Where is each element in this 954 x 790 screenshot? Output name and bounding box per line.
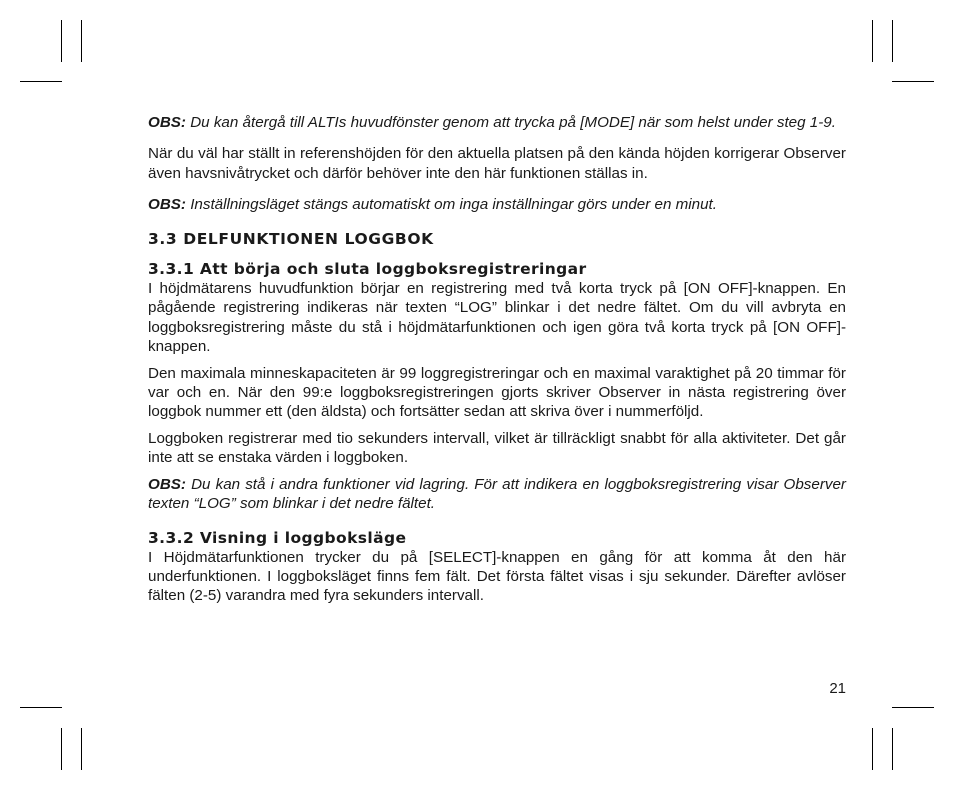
subsection-heading: 3.3.2 Visning i loggboksläge bbox=[148, 528, 407, 547]
obs-text: Du kan återgå till ALTIs huvudfönster genom att trycka på [MODE] när som helst under steg 1-9. bbox=[185, 114, 836, 131]
crop-mark bbox=[872, 728, 873, 770]
obs-text: Inställningsläget stängs automatiskt om inga inställningar görs under en minut. bbox=[185, 196, 717, 214]
paragraph: När du väl har ställt in referenshöjden för den aktuella platsen på den kända höjden korrigerar Observer även havsnivåtrycket och därför behöver inte den här funktionen ställas in. bbox=[148, 145, 846, 182]
crop-mark bbox=[892, 81, 934, 82]
crop-mark bbox=[81, 20, 82, 62]
crop-mark bbox=[892, 20, 893, 62]
crop-mark bbox=[20, 81, 62, 82]
crop-mark bbox=[892, 728, 893, 770]
section-heading: 3.3 DELFUNKTIONEN LOGGBOK bbox=[148, 229, 434, 248]
obs-note bbox=[148, 475, 846, 514]
obs-label: OBS: bbox=[148, 475, 186, 493]
obs-label: OBS: bbox=[148, 114, 186, 131]
obs-label: OBS: bbox=[148, 196, 186, 214]
paragraph: I Höjdmätarfunktionen trycker du på [SELECT]-knappen en gång för att komma åt den här underfunktionen. I loggboksläget finns fem fält. Det första fältet visas i sju sekunder. Därefter avlöser fälten (2-5) varandra med fyra sekunders intervall. bbox=[148, 548, 846, 605]
obs-note bbox=[148, 195, 846, 214]
crop-mark bbox=[892, 707, 934, 708]
paragraph: Den maximala minneskapaciteten är 99 loggregistreringar och en maximal varaktighet på 20 timmar för var och en. När den 99:e loggboksregistreringen gjorts skriver Observer in nästa registrering över loggbok nummer ett (den äldsta) och fortsätter sedan att skriva över i nummerföljd. bbox=[148, 364, 846, 421]
paragraph: I höjdmätarens huvudfunktion börjar en registrering med två korta tryck på [ON OFF]-knappen. En pågående registrering indikeras när texten “LOG” blinkar i det nedre fältet. Om du vill avbryta en loggboksregistrering måste du stå i höjdmätarfunktionen och igen göra två korta tryck på [ON OFF]-knappen. bbox=[148, 280, 846, 356]
crop-mark bbox=[872, 20, 873, 62]
paragraph: Loggboken registrerar med tio sekunders intervall, vilket är tillräckligt snabbt för alla aktiviteter. Det går inte att se enstaka värden i loggboken. bbox=[148, 429, 846, 467]
crop-mark bbox=[81, 728, 82, 770]
obs-note bbox=[148, 113, 846, 132]
crop-mark bbox=[61, 20, 62, 62]
page-content bbox=[148, 113, 846, 606]
obs-text: Du kan stå i andra funktioner vid lagring. För att indikera en loggboksregistrering visar Observer texten “LOG” som blinkar i det nedre fältet. bbox=[148, 475, 846, 513]
crop-mark bbox=[20, 707, 62, 708]
crop-mark bbox=[61, 728, 62, 770]
page-number: 21 bbox=[829, 680, 846, 697]
subsection-heading: 3.3.1 Att börja och sluta loggboksregistreringar bbox=[148, 260, 587, 279]
